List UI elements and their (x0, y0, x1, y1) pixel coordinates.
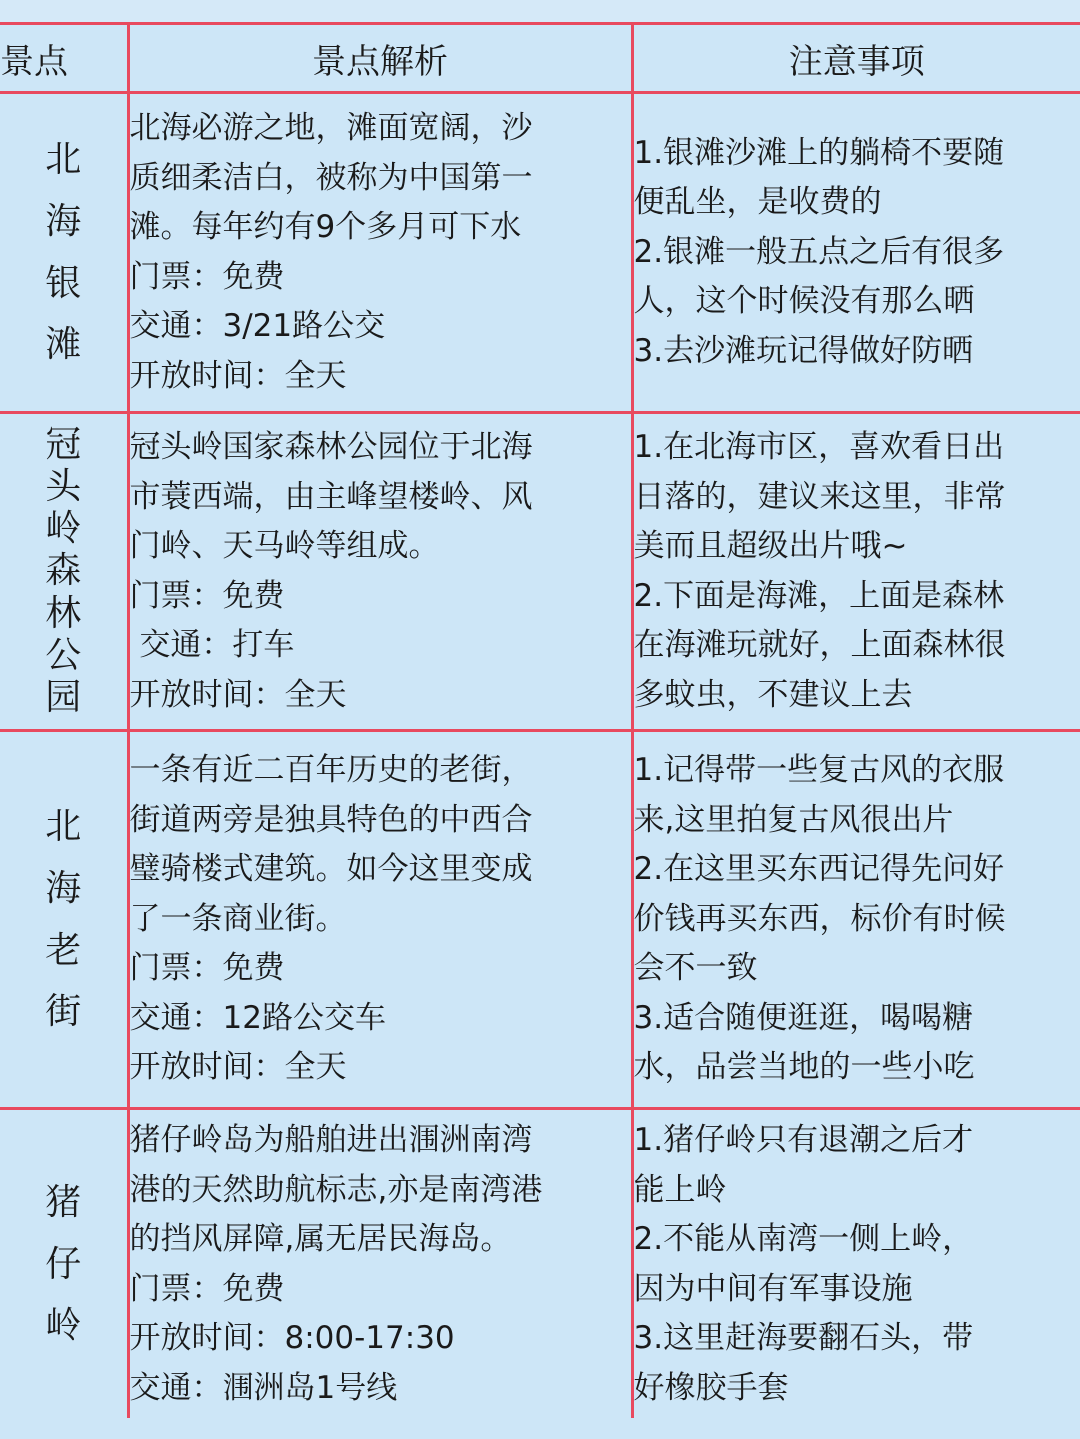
desc-line: 开放时间：全天 (129, 676, 347, 713)
note-line: 在海滩玩就好，上面森林很 (633, 627, 1006, 663)
note-line: 3.去沙滩玩记得做好防晒 (633, 332, 974, 369)
desc-line: 街道两旁是独具特色的中西合 (129, 801, 533, 838)
note-line: 1.在北海市区，喜欢看日出 (633, 429, 1005, 465)
spot-name-cell (0, 731, 128, 1109)
spot-name: 北海老街 (45, 805, 82, 1033)
attractions-table (0, 22, 1080, 1422)
desc-line: 的挡风屏障,属无居民海岛。 (129, 1221, 512, 1257)
spot-name: 北海银滩 (45, 138, 82, 366)
desc-line: 门票：免费 (129, 950, 285, 987)
spot-name: 冠头岭森林公园 (45, 424, 82, 718)
note-line: 美而且超级出片哦~ (633, 528, 908, 564)
note-line: 来,这里拍复古风很出片 (633, 801, 954, 838)
note-line: 1.记得带一些复古风的衣服 (633, 752, 1005, 789)
desc-line: 滩。每年约有9个多月可下水 (129, 209, 522, 245)
note-line: 会不一致 (633, 950, 758, 987)
desc-line: 开放时间：全天 (129, 357, 347, 394)
note-line: 价钱再买东西，标价有时候 (633, 900, 1006, 937)
desc-line: 门岭、天马岭等组成。 (129, 528, 440, 564)
header-analysis: 景点解析 (128, 24, 632, 93)
note-line: 2.在这里买东西记得先问好 (633, 851, 1005, 888)
desc-line: 交通：3/21路公交 (129, 308, 386, 344)
desc-line: 门票：免费 (129, 577, 285, 614)
note-line: 便乱坐，是收费的 (633, 184, 882, 221)
header-notes: 注意事项 (632, 24, 1080, 93)
spot-desc-cell (128, 413, 632, 731)
table-row (0, 93, 1080, 413)
desc-line: 交通：打车 (129, 627, 295, 663)
note-line: 日落的，建议来这里，非常 (633, 478, 1006, 515)
desc-line: 冠头岭国家森林公园位于北海 (129, 429, 533, 465)
note-line: 3.这里赶海要翻石头，带 (633, 1320, 974, 1356)
desc-line: 交通：涠洲岛1号线 (129, 1369, 398, 1406)
top-band (0, 0, 1080, 22)
note-line: 好橡胶手套 (633, 1369, 789, 1406)
spot-notes-cell (632, 413, 1080, 731)
note-line: 能上岭 (633, 1171, 727, 1208)
spot-name: 猪仔岭 (45, 1181, 82, 1347)
table-row (0, 1109, 1080, 1421)
header-spot: 景点 (0, 24, 128, 93)
desc-line: 璧骑楼式建筑。如今这里变成 (129, 851, 533, 888)
table-row (0, 731, 1080, 1109)
bottom-band (0, 1418, 1080, 1439)
header-row (0, 24, 1080, 93)
desc-line: 门票：免费 (129, 258, 285, 295)
note-line: 3.适合随便逛逛，喝喝糖 (633, 999, 974, 1036)
spot-desc-cell (128, 1109, 632, 1421)
note-line: 2.下面是海滩，上面是森林 (633, 577, 1005, 614)
spot-notes-cell (632, 93, 1080, 413)
spot-notes-cell (632, 1109, 1080, 1421)
desc-line: 一条有近二百年历史的老街， (129, 752, 533, 789)
desc-line: 了一条商业街。 (129, 900, 347, 937)
note-line: 2.银滩一般五点之后有很多 (633, 233, 1005, 270)
spot-name-cell (0, 93, 128, 413)
spot-desc-cell (128, 93, 632, 413)
table-row (0, 413, 1080, 731)
desc-line: 市蓑西端，由主峰望楼岭、风 (129, 478, 533, 515)
note-line: 2.不能从南湾一侧上岭， (633, 1221, 974, 1257)
spot-notes-cell (632, 731, 1080, 1109)
desc-line: 交通：12路公交车 (129, 999, 386, 1036)
note-line: 1.银滩沙滩上的躺椅不要随 (633, 134, 1005, 171)
note-line: 水，品尝当地的一些小吃 (633, 1049, 975, 1086)
desc-line: 北海必游之地，滩面宽阔，沙 (129, 110, 533, 146)
note-line: 因为中间有军事设施 (633, 1270, 913, 1307)
note-line: 人，这个时候没有那么晒 (633, 283, 975, 320)
desc-line: 开放时间：8:00-17:30 (129, 1320, 455, 1356)
spot-name-cell (0, 1109, 128, 1421)
desc-line: 开放时间：全天 (129, 1049, 347, 1086)
desc-line: 门票：免费 (129, 1270, 285, 1307)
spot-name-cell (0, 413, 128, 731)
desc-line: 猪仔岭岛为船舶进出涠洲南湾 (129, 1122, 533, 1158)
note-line: 多蚊虫，不建议上去 (633, 676, 913, 713)
desc-line: 质细柔洁白，被称为中国第一 (129, 159, 533, 196)
desc-line: 港的天然助航标志,亦是南湾港 (129, 1171, 543, 1208)
note-line: 1.猪仔岭只有退潮之后才 (633, 1122, 974, 1158)
spot-desc-cell (128, 731, 632, 1109)
